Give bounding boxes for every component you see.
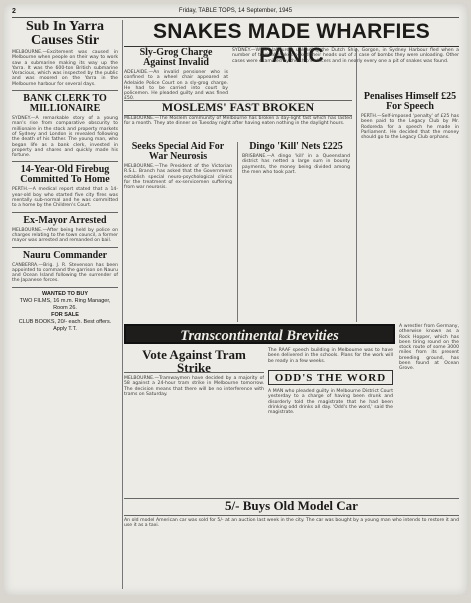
story-odds: A MAN who pleaded guilty in Melbourne District Court yesterday to a charge of having been drunk and disorderly told the magistrate that he had been drinking odd drinks all day. 'Odd's the word,' said the magistrate. — [268, 389, 393, 416]
story-raaf: The RAAF speech building in Melbourne was to have been delivered in the schools. Plans for the work will be ready in a few weeks. — [268, 348, 393, 364]
headline-penalises: Penalises Himself £25 For Speech — [363, 92, 457, 112]
story-sub-in-yarra: MELBOURNE.—Excitement was caused in Melbourne when people on their way to work saw a submarine making its way up the Yarra. It was the 600-ton British submarine Voracious, which was inspected by the public and was moored on the Yarra in the Melbourne harbour for several days. — [12, 50, 118, 87]
divider — [12, 212, 118, 213]
story-moslems: MELBOURNE.—The Moslem community of Melbourne has broken a day-light fast which has lasted for a month. They ate dinner on Tuesday night after having eaten nothing in the daylight hours. — [124, 116, 352, 127]
lead-story-text: SYDNEY.—Wharf labourers unloading the Dutch Ship, Gorgon, in Sydney Harbour fled when a number of tropical snakes poked their heads out of a case of bombs they were unloading. Other cases were examined by the ship's officers and in nearly every one a pit of snakes was found. — [232, 48, 459, 64]
divider — [12, 287, 118, 288]
left-column — [12, 20, 123, 589]
story-seeks-aid: MELBOURNE.—The President of the Victorian R.S.L. Branch has asked that the Government establish special neuro-psychological clinics for the treatment of ex-servicemen suffering from war neurosis. — [124, 164, 232, 191]
headline-firebug: 14-Year-Old Firebug Committed To Home — [20, 164, 110, 186]
small-story — [268, 348, 393, 372]
dingo-story — [242, 142, 350, 322]
lead-story — [232, 48, 459, 88]
moslems-head — [124, 100, 352, 116]
ad-forsale-body: CLUB BOOKS, 20/- each. Best offers. Apply T.T. — [18, 318, 112, 332]
headline-seeks-aid: Seeks Special Aid For War Neurosis — [131, 142, 225, 162]
masthead — [12, 7, 459, 18]
buys-head — [124, 498, 459, 516]
moslems-story — [124, 116, 352, 138]
sly-grog-story — [124, 47, 228, 102]
story-penalises: PERTH.—Self-imposed 'penalty' of £25 has been paid to the Legacy Club by Mr. Rodoreda for a speech he made in Parliament. He decided that the money should go to the Legacy Club orphans. — [361, 114, 459, 141]
newspaper-page — [4, 4, 467, 595]
story-buys-car: An old model American car was sold for 5/- at an auction last week in the city. The car was bought by a young man who intends to restore it and use it as a taxi. — [124, 518, 459, 529]
divider — [12, 161, 118, 162]
story-nauru: CANBERRA.—Brig. J. R. Stevenson has been appointed to command the garrison on Nauru and Ocean Island following the surrender of the Japanese forces. — [12, 262, 118, 284]
divider — [12, 247, 118, 248]
column-rule — [237, 142, 238, 322]
headline-moslems: MOSLEMS' FAST BROKEN — [161, 100, 315, 114]
story-rock-hopper: A wrestler from Germany, otherwise known as a Rock Hopper, which has been tiring round on the stock route of some 3000 miles from its present breeding ground, has been found at Ocean Grove. — [399, 324, 459, 372]
story-firebug: PERTH.—A medical report stated that a 14-year-old boy who started five city fires was mentally sub-normal and he was committed to a home by the Children's Court. — [12, 187, 118, 209]
penalises-story — [361, 92, 459, 322]
seeks-story — [124, 142, 232, 322]
story-sly-grog: ADELAIDE.—An invalid pensioner who is confined to a wheel chair appeared at Adelaide Police Court on a sly-grog charge. He had to be carried into court by policemen. He pleaded guilty and was fined £50. — [124, 70, 228, 102]
headline-vote: Vote Against Tram Strike — [142, 347, 246, 375]
divider — [12, 90, 118, 91]
banner-headline: SNAKES MADE WHARFIES PANIC — [124, 20, 459, 47]
story-vote: MELBOURNE.—Tramwaymen have decided by a majority of 58 against a 24-hour tram strike in Melbourne tomorrow. The decision means that there will be no interference with trams on Saturday. — [124, 376, 264, 397]
headline-sly-grog: Sly-Grog Charge Against Invalid — [139, 47, 213, 68]
brevities-banner: Transcontinental Brevities — [124, 324, 395, 344]
buys-story — [124, 516, 459, 589]
ad-forsale-head: FOR SALE — [51, 311, 79, 318]
headline-buys-car: 5/- Buys Old Model Car — [225, 498, 358, 513]
issue-header: Friday, TABLE TOPS, 14 September, 1945 — [178, 8, 293, 14]
headline-sub-in-yarra: Sub In Yarra Causes Stir — [25, 20, 105, 48]
ad-wanted-body: TWO FILMS, 16 m.m. Ring Manager, Room 26. — [19, 297, 111, 311]
story-dingo: BRISBANE.—A dingo 'kill' in a Queensland district has netted a large sum in bounty payments, the money being divided among the men who took part. — [242, 154, 350, 175]
vote-story — [124, 374, 264, 494]
kerr-story — [399, 322, 459, 452]
headline-dingo: Dingo 'Kill' Nets £225 — [249, 142, 343, 152]
page-number: 2 — [12, 8, 16, 15]
headline-nauru: Nauru Commander — [22, 249, 108, 261]
headline-odds: ODD'S THE WORD — [268, 370, 393, 385]
ad-wanted-head: WANTED TO BUY — [41, 290, 89, 297]
story-bank-clerk: SYDNEY.—A remarkable story of a young man's rise from comparative obscurity to millionaire in the stock and property markets of Sydney and London is revealed following the death of his father. The young man, who began life as a bank clerk, invested in property and shares and quickly made his fortune. — [12, 116, 118, 159]
vote-head — [124, 348, 264, 373]
column-rule — [356, 48, 357, 322]
odds-story — [268, 387, 393, 495]
story-ex-mayor: MELBOURNE.—After being held by police on charges relating to the town council, a former mayor was arrested and remanded on bail. — [12, 227, 118, 244]
headline-bank-clerk: BANK CLERK TO MILLIONAIRE — [23, 93, 107, 115]
headline-ex-mayor: Ex-Mayor Arrested — [23, 214, 107, 226]
